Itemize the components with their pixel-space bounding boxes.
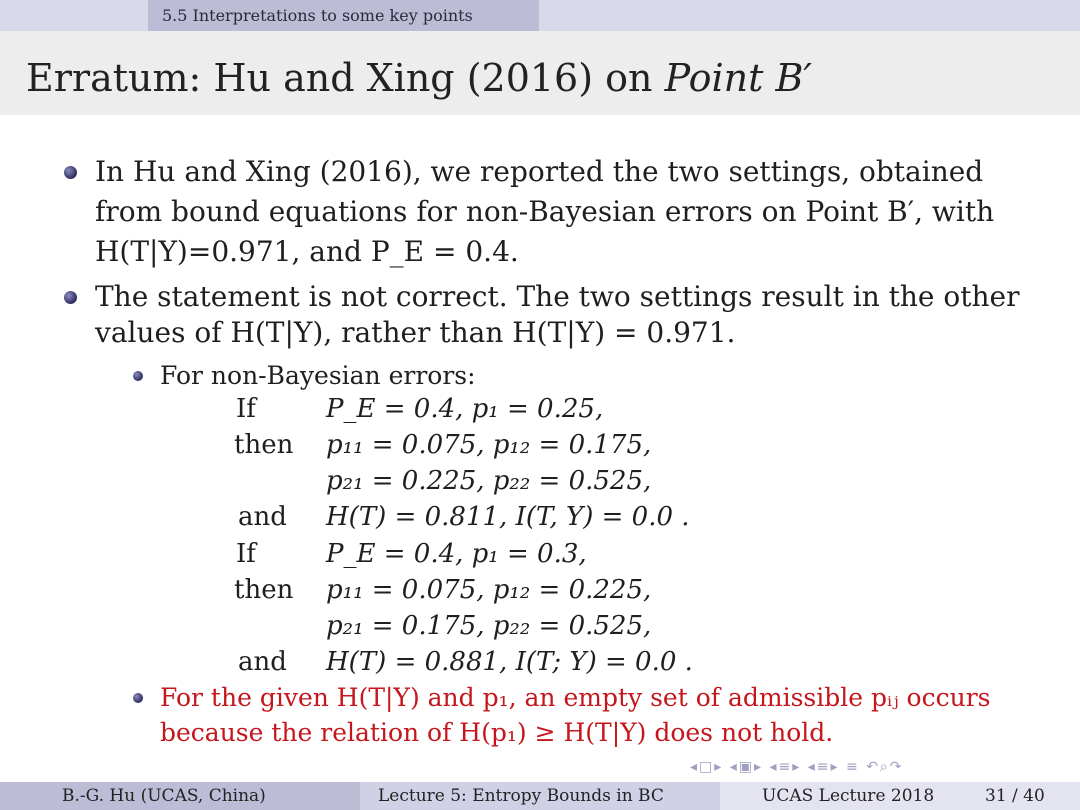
setting-word: If — [236, 394, 256, 424]
setting-word: then — [234, 575, 294, 605]
setting-equation: H(T) = 0.811, I(T, Y) = 0.0 . — [326, 502, 690, 532]
setting-word: then — [234, 430, 294, 460]
setting-word: and — [238, 502, 287, 532]
section-next-icon[interactable]: ▸ — [792, 759, 802, 775]
bullet-2-line-1: The statement is not correct. The two settings result in the other — [95, 280, 1020, 313]
footer-page-number: 31 / 40 — [985, 786, 1045, 806]
setting-equation: p₂₁ = 0.225, p₂₂ = 0.525, — [326, 466, 652, 496]
sub-bullet-icon — [133, 371, 143, 381]
setting-word: and — [238, 647, 287, 677]
beamer-navigation — [690, 759, 904, 775]
setting-equation: p₁₁ = 0.075, p₁₂ = 0.175, — [326, 430, 652, 460]
section-prev-icon[interactable]: ◂ — [769, 759, 779, 775]
doc-prev-icon[interactable]: ◂ — [807, 759, 817, 775]
frame-box-icon[interactable]: □ — [699, 759, 715, 775]
setting-equation: P_E = 0.4, p₁ = 0.3, — [326, 539, 587, 569]
bullet-icon — [64, 291, 77, 304]
footer-author: B.-G. Hu (UCAS, China) — [62, 786, 266, 806]
sub-bullet-icon — [133, 693, 143, 703]
note-line-2: because the relation of H(p₁) ≥ H(T|Y) does not hold. — [160, 718, 834, 747]
bullet-2-line-2: values of H(T|Y), rather than H(T|Y) = 0.971. — [95, 316, 736, 349]
footer-venue: UCAS Lecture 2018 — [762, 786, 935, 806]
subsection-box-icon[interactable]: ▣ — [738, 759, 755, 775]
align-icon[interactable]: ≡ — [846, 759, 860, 775]
title-text: Erratum: Hu and Xing (2016) on — [26, 56, 665, 100]
frame-prev-icon[interactable]: ◂ — [690, 759, 700, 775]
doc-next-icon[interactable]: ▸ — [830, 759, 840, 775]
title-math: Point B′ — [664, 56, 812, 100]
footer-lecture: Lecture 5: Entropy Bounds in BC — [378, 786, 664, 806]
search-icon[interactable]: ↶⌕↷ — [866, 759, 904, 775]
setting-equation: H(T) = 0.881, I(T; Y) = 0.0 . — [326, 647, 693, 677]
frame-next-icon[interactable]: ▸ — [714, 759, 724, 775]
note-line-1: For the given H(T|Y) and p₁, an empty set of admissible pᵢⱼ occurs — [160, 683, 991, 712]
bullet-icon — [64, 166, 77, 179]
sub-bullet-1: For non-Bayesian errors: — [160, 361, 476, 390]
subsection-prev-icon[interactable]: ◂ — [729, 759, 739, 775]
bullet-1-line-1: In Hu and Xing (2016), we reported the two settings, obtained — [95, 155, 984, 188]
section-icon[interactable]: ≡ — [778, 759, 793, 775]
bullet-1-line-2: from bound equations for non-Bayesian errors on Point B′, with — [95, 195, 995, 228]
doc-icon[interactable]: ≡ — [816, 759, 831, 775]
subsection-next-icon[interactable]: ▸ — [754, 759, 764, 775]
section-tab[interactable]: 5.5 Interpretations to some key points — [148, 0, 539, 31]
setting-equation: p₂₁ = 0.175, p₂₂ = 0.525, — [326, 611, 652, 641]
setting-word: If — [236, 539, 256, 569]
bullet-1-line-3: H(T|Y)=0.971, and P_E = 0.4. — [95, 235, 519, 268]
setting-equation: p₁₁ = 0.075, p₁₂ = 0.225, — [326, 575, 652, 605]
footer — [0, 782, 1080, 810]
setting-equation: P_E = 0.4, p₁ = 0.25, — [326, 394, 604, 424]
